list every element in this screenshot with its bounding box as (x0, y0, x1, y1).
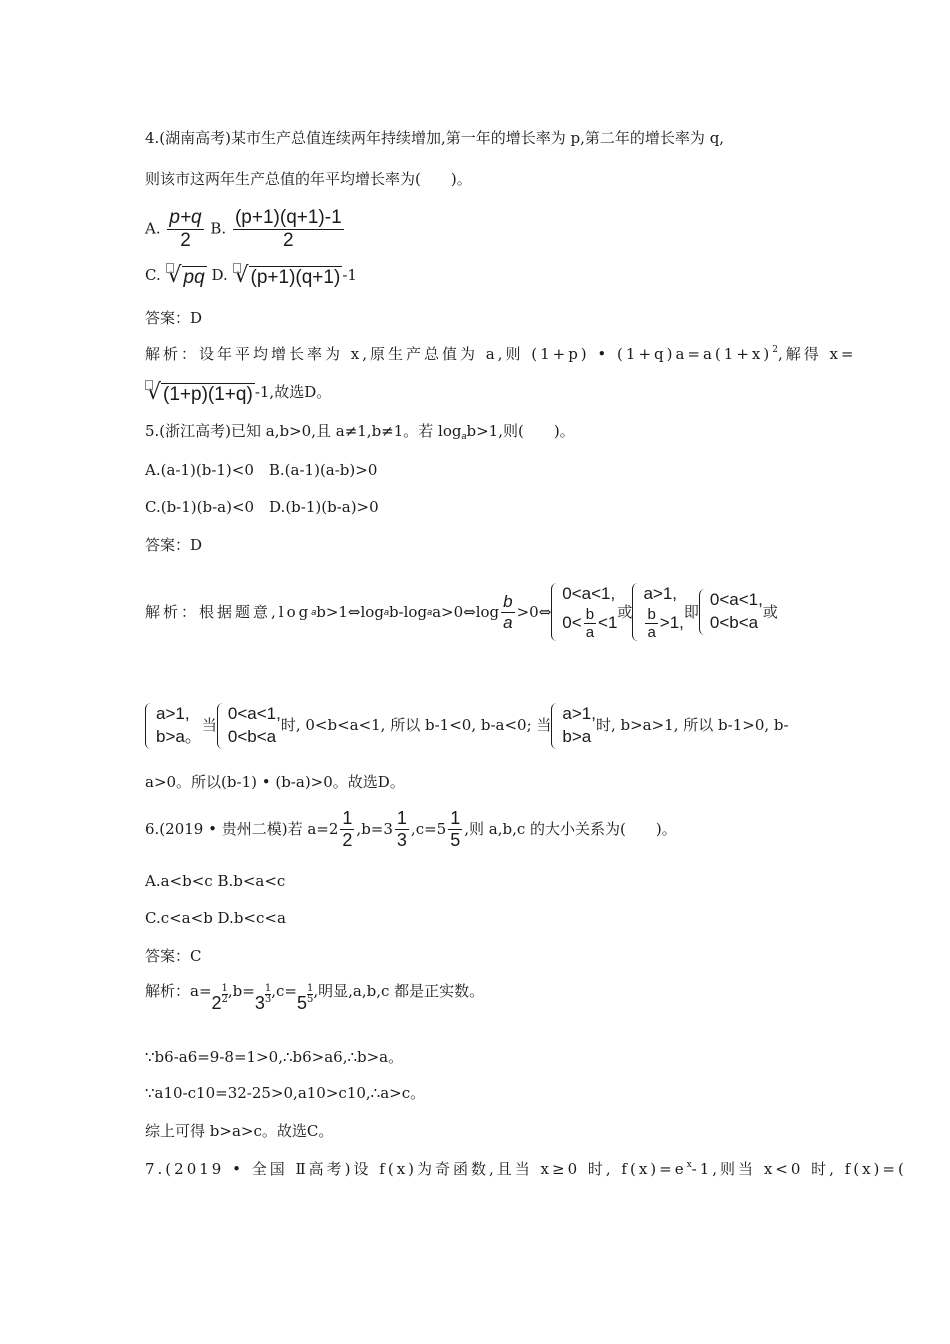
q5-or-2: 或 (762, 602, 778, 621)
q6-options-cd: C.c<a<b D.b<c<a (145, 909, 286, 927)
q5-answer: 答案：D (145, 536, 203, 554)
q6-expl-a: 解析：a= (145, 982, 212, 1000)
q4-options-ab (145, 207, 346, 252)
q6-explanation-line4: 综上可得 b>a>c。故选C。 (145, 1122, 334, 1140)
q4-opt-d-radicand: (p+1)(q+1) (250, 267, 341, 288)
q7-stem (145, 1161, 907, 1177)
q6-frac-1: $\frac{1}{2}$ (342, 808, 353, 850)
q5-options-cd: C.(b-1)(b-a)<0 D.(b-1)(b-a)>0 (145, 498, 379, 516)
q5-sys4-row2: b>a。 (156, 726, 202, 746)
q5-expl-mid3: a>0⇔log (432, 602, 500, 621)
q5-explanation-line3: a>0。所以(b-1) • (b-a)>0。故选D。 (145, 773, 405, 791)
q5-explanation-line1 (145, 583, 778, 641)
q4-expl-conclusion: -1,故选D。 (254, 383, 332, 401)
q5-expl-frac-num: b (503, 592, 513, 612)
q5-sys3-row1: 0<a<1, (709, 590, 763, 610)
left-brace-icon (217, 703, 225, 749)
q4-expl-sup: 2 (772, 345, 778, 355)
radical-sign-icon: √ (147, 380, 162, 405)
q6-expl-base-2: 3 (254, 993, 265, 1013)
radical-sign-icon: √ (234, 263, 249, 288)
q4-opt-b-denominator: 2 (283, 229, 294, 251)
q5-stem-sub: a (461, 431, 467, 441)
q4-expl-radicand: (1+p)(1+q) (163, 384, 253, 405)
q5-stem-tail: b>1,则( )。 (466, 422, 575, 440)
q5-sys5-row2: 0<b<a (227, 726, 277, 746)
root-index-box-icon (233, 263, 241, 273)
q6-explanation-line1 (145, 982, 485, 1013)
q4-opt-a-numerator: p+q (169, 207, 202, 228)
q5-system-6 (551, 703, 596, 749)
q5-expl-mid2: b-log (388, 602, 428, 621)
q4-opt-d-tail: -1 (342, 266, 357, 284)
q6-answer: 答案：C (145, 947, 202, 965)
q7-stem-tail: -1,则当 x<0 时, f(x)=( (691, 1160, 907, 1178)
q6-expl-exp-2: 1 3 (264, 983, 272, 1005)
q5-sys1-row2: 0< $\frac{b}{a}$ <1 (562, 605, 618, 642)
q6-frac-2: $\frac{1}{3}$ (396, 808, 407, 850)
q5-expl-fraction (501, 592, 514, 632)
q4-options-cd (145, 265, 357, 287)
q6-expl-c: ,c= (271, 982, 297, 1000)
q4-opt-b-label: B. (210, 219, 227, 238)
q4-stem-line1: 4.(湖南高考)某市生产总值连续两年持续增加,第一年的增长率为 p,第二年的增长率为 q, (145, 129, 725, 147)
q4-explanation-line2 (145, 382, 331, 404)
q5-sys1-row1: 0<a<1, (562, 584, 616, 603)
q5-expl-mid1: b>1⇔log (316, 602, 384, 621)
q4-stem-line2: 则该市这两年生产总值的年平均增长率为( )。 (145, 170, 472, 188)
q6-options-ab: A.a<b<c B.b<a<c (145, 872, 286, 890)
q5-sys5-row1: 0<a<1, (227, 704, 281, 723)
q4-answer: 答案：D (145, 309, 203, 327)
left-brace-icon (551, 583, 559, 641)
left-brace-icon (699, 589, 707, 635)
q6-expl-exp-3: 1 5 (307, 983, 314, 1005)
left-brace-icon (551, 703, 559, 749)
q6-explanation-line3: ∵a10-c10=32-25>0,a10>c10,∴a>c。 (145, 1084, 426, 1102)
q5-sys6-row2: b>a (562, 726, 592, 746)
q5-expl-mid4: >0⇔ (516, 602, 552, 621)
q5-sys4-row1: a>1, (156, 704, 190, 723)
q6-expl-base-1: 2 (211, 993, 222, 1013)
q4-explanation-line1 (145, 346, 857, 362)
q6-stem-b: ,b=3 (356, 819, 393, 838)
q5-stem (145, 424, 575, 441)
q5-expl-head: 解析：根据题意,log (145, 602, 312, 621)
q5-system-1 (551, 583, 617, 641)
q4-opt-b-fraction (233, 207, 344, 252)
q5-sys2-row1: a>1, (643, 584, 677, 603)
q5-expl-frac-den: a (503, 612, 513, 632)
q5-system-5 (217, 703, 281, 749)
q5-dang-1: 当 (201, 716, 217, 735)
q5-sys6-row1: a>1, (562, 704, 596, 723)
q5-system-2 (632, 583, 683, 641)
q4-expl-text: 解析：设年平均增长率为 x,原生产总值为 a,则 (1+p) • (1+q)a=a(1+x) (145, 345, 773, 363)
q6-expl-base-3: 5 (297, 993, 308, 1013)
q5-expl-sub-a2: a (383, 606, 389, 617)
q7-stem-text: 7.(2019 • 全国 Ⅱ高考)设 f(x)为奇函数,且当 x≥0 时, f(x)=e (145, 1160, 687, 1178)
q5-ji: 即 (683, 602, 699, 621)
q5-sys2-row2: $\frac{b}{a}$ >1, (647, 605, 684, 642)
q4-opt-d-label: D. (211, 266, 228, 284)
q7-stem-sup: x (686, 1160, 692, 1170)
left-brace-icon (145, 703, 153, 749)
root-index-box-icon (145, 380, 153, 390)
q5-or-1: 或 (617, 602, 633, 621)
q6-stem-a: 6.(2019 • 贵州二模)若 a=2 (145, 819, 339, 838)
q5-cont-2: 时, b>a>1, 所以 b-1>0, b- (595, 716, 789, 735)
root-index-box-icon (166, 263, 174, 273)
q6-expl-exp-1: 1 2 (221, 983, 228, 1005)
q5-expl-sub-a: a (311, 606, 317, 617)
q4-opt-b-numerator: (p+1)(q+1)-1 (234, 207, 342, 228)
q4-opt-c-label: C. (145, 266, 161, 284)
q4-expl-tail: ,解得 x= (777, 345, 857, 363)
q6-expl-b: ,b= (227, 982, 255, 1000)
left-brace-icon (632, 583, 640, 641)
q5-system-3 (699, 589, 763, 635)
q4-opt-c-root (166, 265, 207, 287)
q4-opt-a-fraction (167, 207, 203, 252)
q5-sys3-row2: 0<b<a (709, 613, 759, 633)
q5-options-ab: A.(a-1)(b-1)<0 B.(a-1)(a-b)>0 (145, 461, 378, 479)
q4-opt-a-denominator: 2 (180, 229, 191, 251)
q6-stem (145, 808, 677, 850)
q5-system-4 (145, 703, 202, 749)
q4-opt-d-root (233, 265, 343, 287)
q6-stem-c: ,c=5 (410, 819, 447, 838)
q4-opt-c-radicand: pq (183, 267, 205, 288)
q6-stem-d: ,则 a,b,c 的大小关系为( )。 (464, 819, 677, 838)
q4-opt-a-label: A. (145, 219, 161, 238)
q6-frac-3: $\frac{1}{5}$ (450, 808, 461, 850)
q5-expl-sub-a3: a (427, 606, 433, 617)
q4-expl-root (145, 382, 255, 404)
q5-stem-text: 5.(浙江高考)已知 a,b>0,且 a≠1,b≠1。若 log (145, 422, 462, 440)
q6-expl-d: ,明显,a,b,c 都是正实数。 (313, 982, 485, 1000)
radical-sign-icon: √ (167, 263, 182, 288)
q5-cont-1: 时, 0<b<a<1, 所以 b-1<0, b-a<0; 当 (280, 716, 552, 735)
q5-explanation-line2 (145, 703, 789, 749)
q6-explanation-line2: ∵b6-a6=9-8=1>0,∴b6>a6,∴b>a。 (145, 1048, 404, 1066)
